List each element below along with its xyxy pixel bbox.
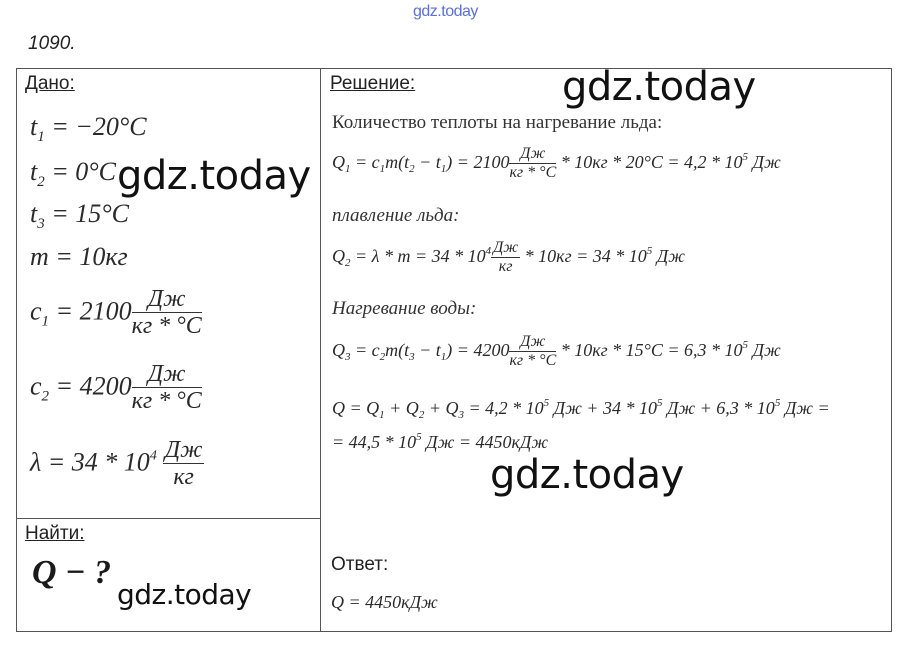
solution-heading-heating-ice: Количество теплоты на нагревание льда: — [332, 112, 663, 133]
given-lambda: $\lambda = 34 * 10^4$ $\frac{Дж}{кг}$ — [30, 437, 203, 491]
equation-total: $Q = Q_1 + Q_2 + Q_3 = 4,2 * 10^5$ Дж + $34 * 10^5$ Дж + $6,3 * 10^5$ Дж = — [332, 397, 830, 421]
given-t2: $t_2 = 0^\circ C$ — [30, 157, 117, 190]
table-top-border — [16, 68, 892, 69]
given-c1: $c_1 = 2100$ $\frac{Дж}{кг * ^\circ C}$ — [30, 286, 202, 340]
problem-number: 1090. — [28, 33, 76, 54]
given-find-divider — [16, 518, 321, 519]
answer-label: Ответ: — [331, 554, 389, 575]
given-m: m = 10кг — [30, 242, 128, 271]
table-right-border — [891, 68, 892, 632]
given-c2: $c_2 = 4200$ $\frac{Дж}{кг * ^\circ C}$ — [30, 361, 202, 415]
watermark-2: gdz.today — [117, 153, 311, 199]
table-column-divider — [320, 68, 321, 632]
find-header: Найти: — [25, 523, 85, 544]
watermark-3: gdz.today — [490, 452, 684, 498]
watermark-1: gdz.today — [562, 64, 756, 110]
watermark-4: gdz.today — [117, 578, 252, 611]
solution-heading-melting-ice: плавление льда: — [332, 205, 460, 226]
given-header: Дано: — [25, 73, 75, 94]
table-left-border — [16, 68, 17, 632]
equation-q1: $Q_1 = c_1m(t_2 - t_1) = 2100$ $\frac{Дж}{кг * ^\circ C}$ * $10кг * 20^\circ C = 4,2 * 10^5$ Дж — [332, 145, 781, 181]
table-bottom-border — [16, 631, 892, 632]
solution-header: Решение: — [330, 73, 416, 94]
equation-total-result: = $44,5 * 10^5$ Дж = 4450кДж — [332, 431, 549, 452]
equation-q3: $Q_3 = c_2m(t_3 - t_1) = 4200$ $\frac{Дж}{кг * ^\circ C}$ * $10кг * 15^\circ C = 6,3 * 10^5$ Дж — [332, 333, 781, 369]
find-value: Q − ? — [32, 554, 112, 591]
solution-heading-heating-water: Нагревание воды: — [332, 298, 477, 319]
equation-q2: $Q_2 = \lambda * m = 34 * 10^4$ $\frac{Дж}{кг}$ * $10кг = 34 * 10^5$ Дж — [332, 239, 685, 275]
given-t3: $t_3 = 15^\circ C$ — [30, 199, 130, 232]
answer-value: Q = 4450кДж — [331, 592, 438, 612]
site-header-watermark: gdz.today — [413, 3, 478, 20]
given-t1: $t_1 = -20^\circ C$ — [30, 112, 147, 145]
